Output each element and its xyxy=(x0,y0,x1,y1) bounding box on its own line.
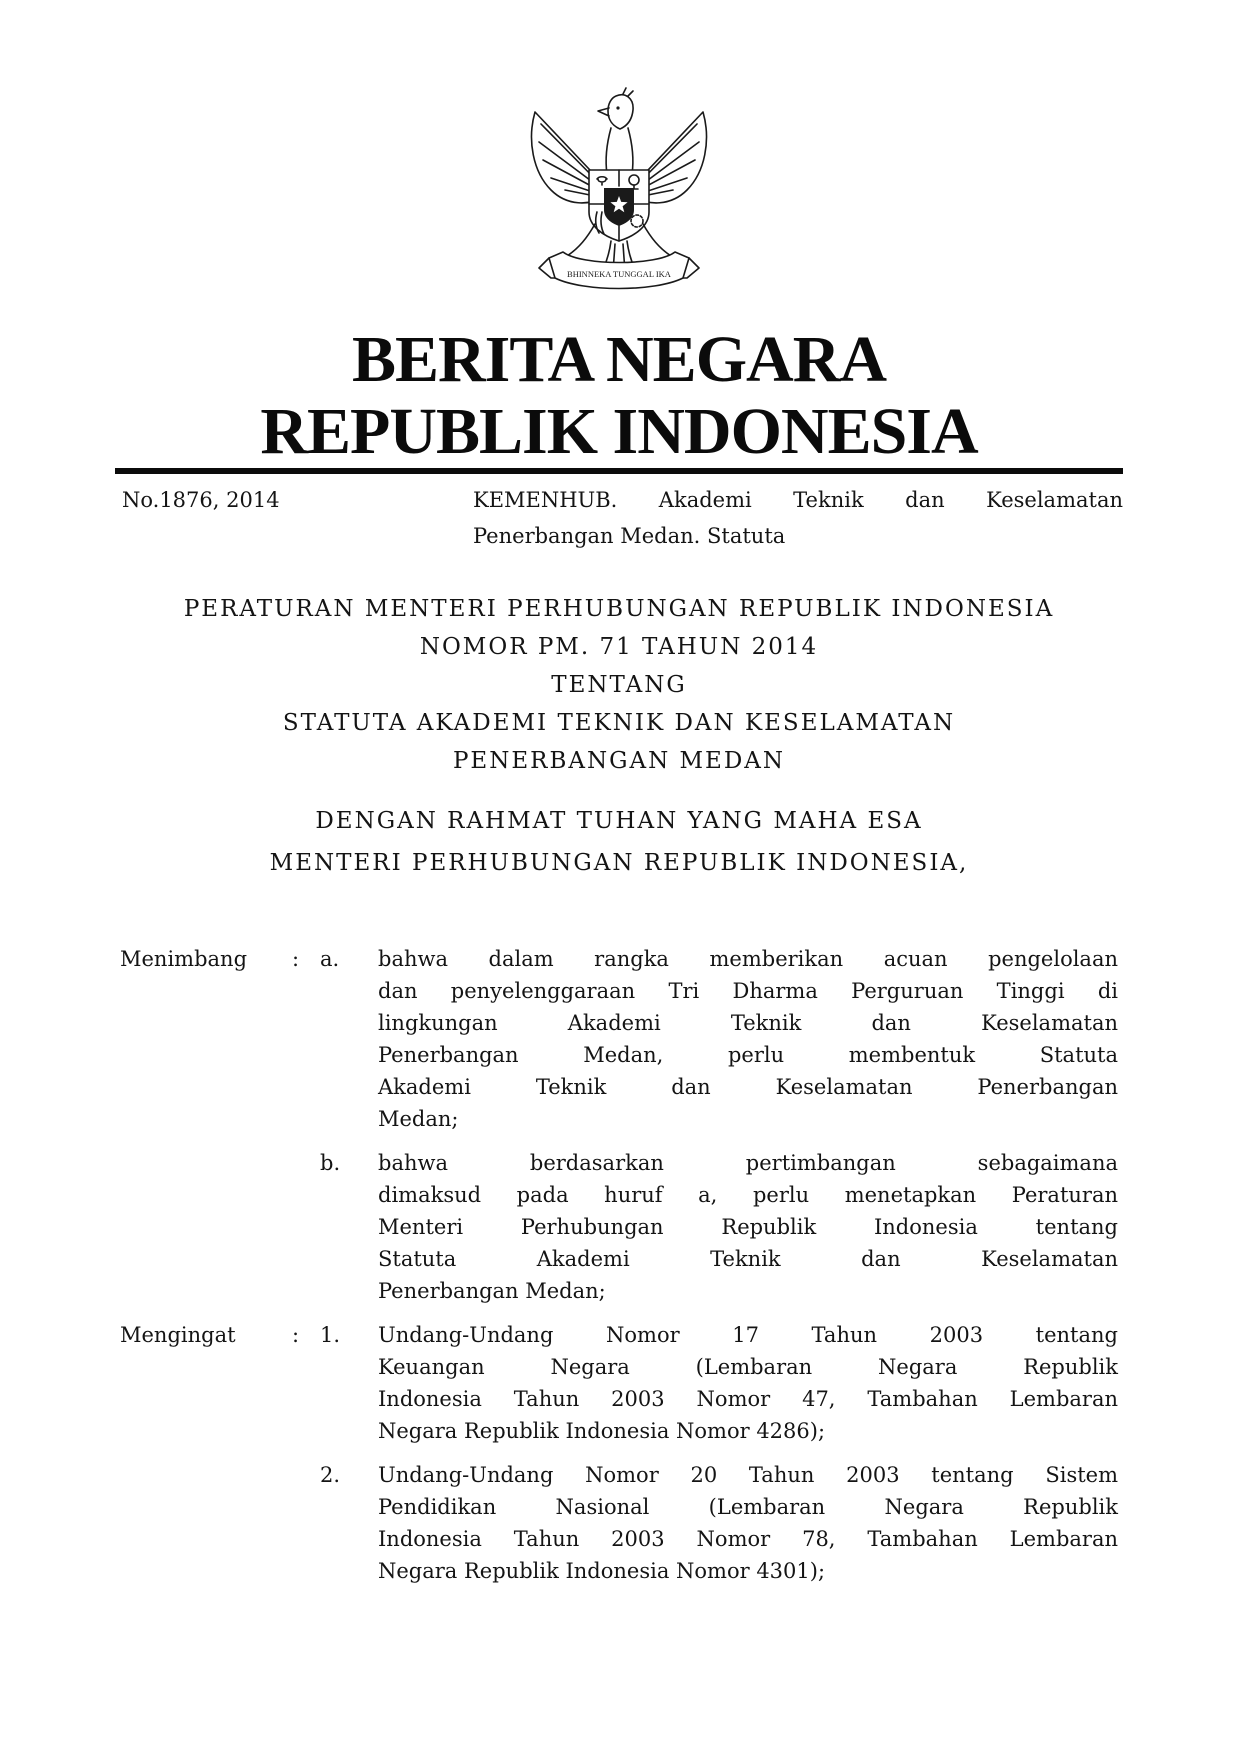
garuda-pancasila-emblem-icon xyxy=(519,86,719,304)
title-line: STATUTA AKADEMI TEKNIK DAN KESELAMATAN xyxy=(282,710,956,736)
text-line: dimaksud pada huruf a, perlu menetapkan Peraturan xyxy=(378,1183,1118,1207)
preamble-line: DENGAN RAHMAT TUHAN YANG MAHA ESA xyxy=(315,808,923,834)
text-line: Penerbangan Medan, perlu membentuk Statuta xyxy=(378,1043,1118,1067)
text-line: Menteri Perhubungan Republik Indonesia tentang xyxy=(378,1215,1118,1239)
section-label: Mengingat xyxy=(120,1323,236,1347)
section-label: Menimbang xyxy=(120,947,248,971)
text-line: Statuta Akademi Teknik dan Keselamatan xyxy=(378,1247,1118,1271)
item-marker: 2. xyxy=(320,1463,341,1487)
title-line: PERATURAN MENTERI PERHUBUNGAN REPUBLIK INDONESIA xyxy=(183,596,1055,622)
item-marker: b. xyxy=(320,1151,341,1175)
text-line: Undang-Undang Nomor 17 Tahun 2003 tentang xyxy=(378,1323,1118,1347)
title-line: TENTANG xyxy=(551,672,687,698)
text-line: Medan; xyxy=(378,1107,459,1131)
document-page xyxy=(115,0,1123,1587)
preamble-line: MENTERI PERHUBUNGAN REPUBLIK INDONESIA, xyxy=(269,850,969,876)
title-line: PENERBANGAN MEDAN xyxy=(452,748,786,774)
text-line: Undang-Undang Nomor 20 Tahun 2003 tentang Sistem xyxy=(378,1463,1118,1487)
considerations-item-a xyxy=(115,943,1123,1135)
body-sections xyxy=(115,943,1123,1587)
text-line: KEMENHUB. Akademi Teknik dan Keselamatan xyxy=(473,488,1123,512)
text-line: Negara Republik Indonesia Nomor 4301); xyxy=(378,1559,826,1583)
text-line: Indonesia Tahun 2003 Nomor 47, Tambahan Lembaran xyxy=(378,1387,1118,1411)
masthead-line-1: BERITA NEGARA xyxy=(351,323,887,396)
text-line: Akademi Teknik dan Keselamatan Penerbangan xyxy=(378,1075,1118,1099)
legal-basis-item-2 xyxy=(115,1459,1123,1587)
item-marker: a. xyxy=(320,947,340,971)
section-colon: : xyxy=(292,947,300,971)
regulation-title xyxy=(115,590,1123,780)
text-line: Indonesia Tahun 2003 Nomor 78, Tambahan Lembaran xyxy=(378,1527,1118,1551)
section-colon: : xyxy=(292,1323,300,1347)
preamble xyxy=(115,800,1123,884)
item-text xyxy=(378,1147,1118,1307)
issue-row xyxy=(115,474,1123,554)
item-text xyxy=(378,943,1118,1135)
emblem-motto: BHINNEKA TUNGGAL IKA xyxy=(567,269,671,279)
text-line: Pendidikan Nasional (Lembaran Negara Republik xyxy=(378,1495,1118,1519)
text-line: Keuangan Negara (Lembaran Negara Republik xyxy=(378,1355,1118,1379)
legal-basis-item-1 xyxy=(115,1319,1123,1447)
issue-subject xyxy=(473,482,1123,554)
text-line: Penerbangan Medan; xyxy=(378,1279,606,1303)
text-line: dan penyelenggaraan Tri Dharma Perguruan Tinggi di xyxy=(378,979,1118,1003)
item-text xyxy=(378,1459,1118,1587)
text-line: lingkungan Akademi Teknik dan Keselamatan xyxy=(378,1011,1118,1035)
considerations-item-b xyxy=(115,1147,1123,1307)
title-line: NOMOR PM. 71 TAHUN 2014 xyxy=(419,634,819,660)
masthead-line-2: REPUBLIK INDONESIA xyxy=(260,395,978,468)
item-marker: 1. xyxy=(320,1323,341,1347)
emblem-container xyxy=(115,0,1123,308)
text-line: bahwa dalam rangka memberikan acuan pengelolaan xyxy=(378,947,1118,971)
item-text xyxy=(378,1319,1118,1447)
text-line: Negara Republik Indonesia Nomor 4286); xyxy=(378,1419,826,1443)
text-line: bahwa berdasarkan pertimbangan sebagaimana xyxy=(378,1151,1118,1175)
issue-number: No.1876, 2014 xyxy=(122,488,280,512)
masthead xyxy=(115,324,1123,468)
text-line: Penerbangan Medan. Statuta xyxy=(473,524,786,548)
